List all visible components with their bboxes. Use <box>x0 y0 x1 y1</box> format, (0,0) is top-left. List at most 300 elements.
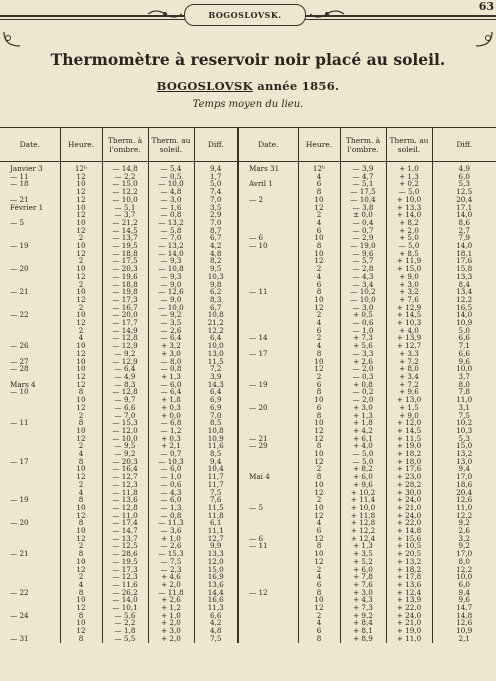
cell-hour: 10 <box>60 558 102 566</box>
cell-date <box>238 427 298 435</box>
cell-hour: 10 <box>60 596 102 604</box>
cell-hour: 4 <box>298 519 340 527</box>
cell-date <box>0 334 60 342</box>
cell-shade-temp: — 17,3 <box>102 296 148 304</box>
cell-sun-temp: + 4,0 <box>386 327 432 335</box>
cell-hour: 2 <box>298 373 340 381</box>
cell-date: — 26 <box>10 342 29 350</box>
column-header-shade: Therm. à l'ombre. <box>102 128 148 162</box>
cell-difference: 10,8 <box>194 311 238 319</box>
table-row <box>0 612 496 620</box>
cell-date <box>0 281 60 289</box>
table-row <box>0 596 496 604</box>
cell-sun-temp: + 1,3 <box>386 173 432 181</box>
cell-difference: 10,4 <box>194 465 238 473</box>
cell-date: — 31 <box>10 634 29 643</box>
cell-date <box>238 489 298 497</box>
cell-sun-temp: + 22,0 <box>386 604 432 612</box>
cell-difference: 17,1 <box>432 204 496 212</box>
cell-hour: 10 <box>60 358 102 366</box>
cell-date <box>0 527 60 535</box>
table-row <box>0 419 496 427</box>
cell-hour: 10 <box>60 365 102 373</box>
cell-hour: 10 <box>60 242 102 250</box>
cell-date <box>238 365 298 373</box>
subtitle-place: BOGOSLOVSK <box>156 79 253 93</box>
cell-date <box>238 419 298 427</box>
cell-hour: 10 <box>298 419 340 427</box>
cell-sun-temp: + 2,6 <box>148 596 194 604</box>
cell-hour: 12 <box>298 427 340 435</box>
cell-difference: 6,6 <box>194 612 238 620</box>
cell-hour: 10 <box>60 396 102 404</box>
cell-shade-temp: — 9,6 <box>340 250 386 258</box>
cell-sun-temp: — 9,3 <box>148 257 194 265</box>
cell-date: — 6 <box>238 535 298 543</box>
cell-sun-temp: + 13,2 <box>386 558 432 566</box>
cell-sun-temp: + 11,0 <box>386 635 432 643</box>
cell-difference: 4,8 <box>194 250 238 258</box>
cell-sun-temp: + 23,0 <box>386 473 432 481</box>
cell-sun-temp: — 9,0 <box>148 296 194 304</box>
cell-hour: 2 <box>60 257 102 265</box>
cell-difference: 13,3 <box>194 550 238 558</box>
cell-sun-temp: + 24,0 <box>386 612 432 620</box>
cell-date: — 10 <box>10 388 29 397</box>
cell-sun-temp: + 1,2 <box>148 604 194 612</box>
table-row <box>0 219 496 227</box>
cell-hour: 2 <box>60 304 102 312</box>
cell-hour: 2 <box>298 612 340 620</box>
table-row <box>0 604 496 612</box>
cell-sun-temp: — 1,3 <box>148 504 194 512</box>
cell-hour: 12 <box>60 566 102 574</box>
cell-hour: 8 <box>60 419 102 427</box>
table-row <box>0 381 496 389</box>
cell-difference: 12,2 <box>432 296 496 304</box>
cell-shade-temp: — 13,6 <box>102 496 148 504</box>
cell-difference: 14,4 <box>194 589 238 597</box>
cell-shade-temp: — 2,9 <box>340 234 386 242</box>
cell-hour: 12 <box>298 435 340 443</box>
table-row <box>0 396 496 404</box>
cell-hour: 10 <box>298 450 340 458</box>
cell-difference: 8,5 <box>194 419 238 427</box>
cell-sun-temp: + 5,0 <box>386 234 432 242</box>
cell-sun-temp: — 3,0 <box>148 196 194 204</box>
cell-shade-temp: + 8,9 <box>340 635 386 643</box>
cell-shade-temp: — 3,9 <box>340 162 386 173</box>
cell-date: — 11 <box>10 419 29 427</box>
cell-difference: 9,4 <box>432 465 496 473</box>
cell-date <box>238 281 298 289</box>
cell-shade-temp: — 19,0 <box>340 242 386 250</box>
cell-sun-temp: — 5,8 <box>148 227 194 235</box>
cell-hour: 10 <box>298 396 340 404</box>
cell-sun-temp: — 6,8 <box>148 419 194 427</box>
cell-shade-temp: — 3,7 <box>102 211 148 219</box>
cell-date: — 19 <box>10 242 29 250</box>
cell-date <box>238 481 298 489</box>
cell-date <box>238 273 298 281</box>
cell-sun-temp: + 18,2 <box>386 450 432 458</box>
cell-hour: 10 <box>298 596 340 604</box>
cell-difference: 6,4 <box>194 334 238 342</box>
cell-difference: 2,1 <box>432 635 496 643</box>
cell-difference: 6,7 <box>194 304 238 312</box>
cell-shade-temp: + 7,8 <box>340 573 386 581</box>
cell-date <box>0 427 60 435</box>
cell-hour: 12 <box>298 458 340 466</box>
cell-sun-temp: + 24,0 <box>386 496 432 504</box>
cell-hour: 6 <box>298 627 340 635</box>
cell-difference: 7,0 <box>194 412 238 420</box>
cell-difference: 7,0 <box>194 219 238 227</box>
cell-difference: 16,5 <box>432 304 496 312</box>
cell-difference: 14,0 <box>432 311 496 319</box>
table-row <box>0 296 496 304</box>
cell-date: — 22 <box>10 588 29 597</box>
cell-shade-temp: + 11,4 <box>340 496 386 504</box>
column-header-diff: Diff. <box>194 128 238 162</box>
cell-sun-temp: + 2,1 <box>148 442 194 450</box>
cell-difference: 11,0 <box>432 396 496 404</box>
cell-sun-temp: + 1,0 <box>148 612 194 620</box>
column-header-date: Date. <box>238 128 298 162</box>
cell-date: — 14 <box>238 334 298 342</box>
temperature-table <box>0 127 496 643</box>
cell-shade-temp: — 12,9 <box>102 342 148 350</box>
cell-sun-temp: — 6,0 <box>148 381 194 389</box>
cell-date <box>0 512 60 520</box>
column-header-shade: Therm. à l'ombre. <box>340 128 386 162</box>
column-header-sun: Therm. au soleil. <box>386 128 432 162</box>
cell-sun-temp: — 10,8 <box>148 265 194 273</box>
table-row <box>0 589 496 597</box>
cell-shade-temp: + 12,4 <box>340 535 386 543</box>
cell-hour: 10 <box>60 204 102 212</box>
cell-date <box>238 173 298 181</box>
cell-sun-temp: — 9,2 <box>148 311 194 319</box>
cell-date <box>0 250 60 258</box>
table-row <box>0 635 496 643</box>
cell-date <box>238 373 298 381</box>
cell-hour: 4 <box>60 489 102 497</box>
cell-sun-temp: — 14,0 <box>148 250 194 258</box>
cell-difference: 17,6 <box>432 257 496 265</box>
cell-sun-temp: + 2,0 <box>148 635 194 643</box>
cell-date: Mars 4 <box>10 380 36 389</box>
cell-difference: 16,9 <box>194 573 238 581</box>
cell-date <box>238 450 298 458</box>
cell-shade-temp: + 8,1 <box>340 627 386 635</box>
cell-shade-temp: — 18,8 <box>102 250 148 258</box>
cell-hour: 12 <box>60 273 102 281</box>
cell-sun-temp: — 6,0 <box>148 465 194 473</box>
cell-hour: 10 <box>60 219 102 227</box>
cell-date <box>238 566 298 574</box>
cell-sun-temp: — 2,6 <box>148 542 194 550</box>
cell-date <box>238 227 298 235</box>
table-row <box>0 627 496 635</box>
cell-hour: 2 <box>298 211 340 219</box>
cell-date <box>0 211 60 219</box>
cell-difference: 3,7 <box>432 373 496 381</box>
cell-shade-temp: — 3,4 <box>340 281 386 289</box>
cell-date <box>238 296 298 304</box>
cell-difference: 13,6 <box>194 581 238 589</box>
cell-shade-temp: — 16,7 <box>102 304 148 312</box>
cell-date: — 12 <box>238 589 298 597</box>
cell-hour: 4 <box>298 273 340 281</box>
right-corner-ornament-icon <box>474 30 494 48</box>
cell-date <box>238 581 298 589</box>
cell-sun-temp: + 14,5 <box>386 311 432 319</box>
cell-shade-temp: — 5,0 <box>340 458 386 466</box>
cell-shade-temp: — 5,6 <box>102 612 148 620</box>
cell-difference: 12,7 <box>194 535 238 543</box>
cell-hour: 10 <box>298 358 340 366</box>
cell-hour: 12 <box>60 512 102 520</box>
cell-shade-temp: — 10,0 <box>102 196 148 204</box>
cell-hour: 4 <box>298 342 340 350</box>
cell-difference: 7,0 <box>194 196 238 204</box>
cell-difference: 7,2 <box>194 365 238 373</box>
cell-shade-temp: + 7,6 <box>340 581 386 589</box>
cell-sun-temp: — 13,2 <box>148 219 194 227</box>
cell-difference: 3,5 <box>194 204 238 212</box>
cell-hour: 8 <box>60 589 102 597</box>
cell-shade-temp: + 1,3 <box>340 412 386 420</box>
cell-difference: 4,8 <box>194 627 238 635</box>
cell-sun-temp: — 0,5 <box>148 173 194 181</box>
cell-date <box>0 327 60 335</box>
table-row <box>0 504 496 512</box>
time-note: Temps moyen du lieu. <box>192 99 304 110</box>
right-scroll-ornament-icon <box>310 8 344 20</box>
cell-hour: 8 <box>298 635 340 643</box>
cell-date <box>238 596 298 604</box>
cell-date <box>0 435 60 443</box>
cell-date: Février 1 <box>10 203 44 212</box>
cell-shade-temp: — 17,3 <box>102 566 148 574</box>
running-title: BOGOSLOVSK. <box>184 4 306 26</box>
cell-hour: 12 <box>60 173 102 181</box>
cell-shade-temp: + 9,6 <box>340 481 386 489</box>
table-row <box>0 442 496 450</box>
cell-sun-temp: + 2,0 <box>148 619 194 627</box>
cell-sun-temp: + 18,2 <box>386 566 432 574</box>
table-row <box>0 558 496 566</box>
cell-hour: 10 <box>60 311 102 319</box>
table-row <box>0 211 496 219</box>
cell-difference: 12,2 <box>194 327 238 335</box>
cell-sun-temp: + 10,3 <box>386 319 432 327</box>
cell-difference: 21,2 <box>194 319 238 327</box>
cell-difference: 8,2 <box>194 257 238 265</box>
cell-hour: 6 <box>298 404 340 412</box>
cell-hour: 8 <box>298 589 340 597</box>
cell-date: — 11 <box>238 288 298 296</box>
cell-sun-temp: — 0,8 <box>148 512 194 520</box>
cell-shade-temp: — 8,3 <box>102 381 148 389</box>
cell-hour: 2 <box>60 412 102 420</box>
cell-date <box>0 558 60 566</box>
cell-sun-temp: — 10,3 <box>148 458 194 466</box>
cell-difference: 14,0 <box>432 242 496 250</box>
cell-date <box>238 388 298 396</box>
cell-shade-temp: — 12,3 <box>102 573 148 581</box>
cell-hour: 2 <box>298 465 340 473</box>
cell-sun-temp: + 1,0 <box>148 535 194 543</box>
cell-shade-temp: — 14,5 <box>102 227 148 235</box>
cell-sun-temp: + 0,3 <box>148 404 194 412</box>
cell-date <box>0 257 60 265</box>
cell-hour: 12 <box>60 604 102 612</box>
cell-hour: 8 <box>298 412 340 420</box>
cell-shade-temp: + 6,0 <box>340 473 386 481</box>
table-row <box>0 535 496 543</box>
cell-sun-temp: + 3,2 <box>386 288 432 296</box>
cell-difference: 5,3 <box>432 435 496 443</box>
cell-date <box>238 558 298 566</box>
cell-shade-temp: — 9,2 <box>102 350 148 358</box>
cell-shade-temp: — 5,5 <box>102 635 148 643</box>
cell-sun-temp: — 0,8 <box>148 211 194 219</box>
cell-date <box>238 342 298 350</box>
table-row <box>0 265 496 273</box>
cell-date <box>238 396 298 404</box>
cell-hour: 10 <box>298 296 340 304</box>
cell-hour: 2 <box>60 327 102 335</box>
cell-sun-temp: + 10,0 <box>386 196 432 204</box>
table-row <box>0 427 496 435</box>
cell-hour: 2 <box>60 442 102 450</box>
cell-shade-temp: — 19,5 <box>102 242 148 250</box>
cell-shade-temp: + 7,3 <box>340 334 386 342</box>
cell-difference: 3,2 <box>432 535 496 543</box>
cell-hour: 10 <box>298 196 340 204</box>
cell-difference: 9,4 <box>194 162 238 173</box>
cell-difference: 12,2 <box>432 566 496 574</box>
cell-difference: 10,0 <box>194 342 238 350</box>
cell-difference: 17,0 <box>432 550 496 558</box>
cell-date: — 11 <box>238 542 298 550</box>
cell-shade-temp: — 2,0 <box>340 365 386 373</box>
cell-shade-temp: — 0,3 <box>340 373 386 381</box>
page-title: Thermomètre à reservoir noir placé au soleil. <box>50 50 446 69</box>
cell-hour: 10 <box>298 550 340 558</box>
cell-shade-temp: + 12,8 <box>340 519 386 527</box>
cell-hour: 12 <box>60 404 102 412</box>
cell-sun-temp: + 19,0 <box>386 442 432 450</box>
cell-date <box>238 512 298 520</box>
cell-date <box>0 373 60 381</box>
cell-shade-temp: + 6,0 <box>340 566 386 574</box>
cell-sun-temp: + 13,0 <box>386 396 432 404</box>
cell-difference: 9,5 <box>194 265 238 273</box>
cell-difference: 12,6 <box>432 619 496 627</box>
cell-date <box>238 458 298 466</box>
cell-difference: 18,1 <box>432 250 496 258</box>
cell-hour: 8 <box>298 542 340 550</box>
cell-hour: 2 <box>298 311 340 319</box>
cell-shade-temp: — 12,8 <box>102 504 148 512</box>
cell-date <box>0 473 60 481</box>
cell-sun-temp: + 3,3 <box>386 350 432 358</box>
cell-shade-temp: — 2,2 <box>102 619 148 627</box>
cell-hour: 4 <box>60 334 102 342</box>
cell-shade-temp: — 4,9 <box>102 373 148 381</box>
cell-date: — 18 <box>10 180 29 189</box>
cell-date: — 17 <box>238 350 298 358</box>
cell-difference: 11,6 <box>194 442 238 450</box>
cell-hour: 12 <box>60 627 102 635</box>
cell-shade-temp: — 12,2 <box>102 188 148 196</box>
cell-date <box>0 304 60 312</box>
cell-sun-temp: — 5,0 <box>386 242 432 250</box>
cell-date <box>0 627 60 635</box>
cell-shade-temp: + 0,8 <box>340 381 386 389</box>
cell-shade-temp: — 11,0 <box>102 512 148 520</box>
cell-difference: 13,0 <box>432 458 496 466</box>
cell-hour: 12 <box>60 473 102 481</box>
cell-date <box>238 635 298 643</box>
cell-difference: 6,4 <box>194 388 238 396</box>
cell-hour: 2 <box>60 234 102 242</box>
cell-difference: 7,6 <box>194 496 238 504</box>
cell-difference: 5,0 <box>432 327 496 335</box>
header-banner <box>0 0 496 36</box>
cell-shade-temp: + 4,2 <box>340 427 386 435</box>
cell-sun-temp: + 12,4 <box>386 589 432 597</box>
cell-shade-temp: + 6,1 <box>340 435 386 443</box>
cell-difference: 9,4 <box>432 589 496 597</box>
cell-shade-temp: — 6,4 <box>102 365 148 373</box>
cell-difference: 7,5 <box>194 635 238 643</box>
cell-shade-temp: — 18,8 <box>102 281 148 289</box>
cell-hour: 10 <box>60 427 102 435</box>
cell-hour: 10 <box>298 250 340 258</box>
cell-difference: 6,2 <box>194 288 238 296</box>
cell-shade-temp: — 15,3 <box>102 419 148 427</box>
cell-hour: 4 <box>298 573 340 581</box>
cell-date <box>238 496 298 504</box>
cell-sun-temp: + 1,8 <box>148 396 194 404</box>
cell-hour: 12 <box>60 350 102 358</box>
cell-hour: 8 <box>60 550 102 558</box>
cell-difference: 15,0 <box>194 566 238 574</box>
table-row <box>0 227 496 235</box>
cell-hour: 12 <box>298 512 340 520</box>
cell-difference: 11,8 <box>194 512 238 520</box>
cell-date <box>238 573 298 581</box>
table-row <box>0 281 496 289</box>
cell-hour: 12 <box>298 604 340 612</box>
cell-shade-temp: — 11,8 <box>102 489 148 497</box>
cell-sun-temp: — 9,3 <box>148 273 194 281</box>
cell-sun-temp: + 3,0 <box>386 281 432 289</box>
cell-date <box>0 234 60 242</box>
cell-shade-temp: + 1,8 <box>340 419 386 427</box>
cell-hour: 10 <box>60 504 102 512</box>
cell-date <box>0 350 60 358</box>
cell-sun-temp: + 1,3 <box>148 373 194 381</box>
cell-sun-temp: — 5,4 <box>148 162 194 173</box>
cell-shade-temp: + 3,5 <box>340 550 386 558</box>
cell-date <box>0 188 60 196</box>
cell-hour: 12 <box>60 296 102 304</box>
